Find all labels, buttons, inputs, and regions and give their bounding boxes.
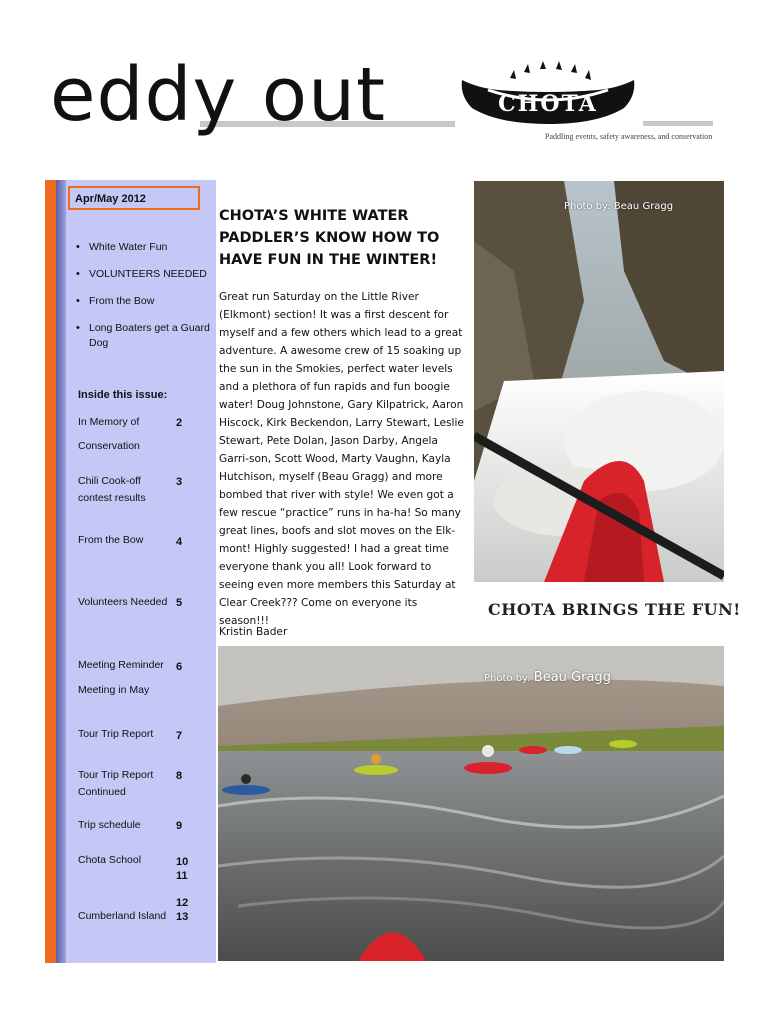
kayakers-river-photo [218, 646, 724, 961]
whitewater-rapids-photo [474, 181, 724, 582]
toc-item-label[interactable]: Tour Trip Report Continued [78, 769, 154, 798]
inside-this-issue-heading: Inside this issue: [78, 389, 168, 401]
toc-item-label[interactable]: Tour Trip Report [78, 728, 154, 740]
highlight-item: • White Water Fun [73, 240, 213, 255]
article-headline: CHOTA’S WHITE WATER PADDLER’S KNOW HOW TO HAVE FUN IN THE WINTER! [219, 208, 440, 268]
toc-item-page: 3 [176, 476, 183, 488]
toc-item-page: 12 13 [176, 897, 189, 923]
highlights-list [73, 240, 213, 363]
highlight-item: • VOLUNTEERS NEEDED [73, 267, 213, 282]
toc-item-label[interactable]: Trip schedule [78, 819, 141, 831]
toc-item-label[interactable]: Chota School [78, 854, 142, 866]
toc-item-label[interactable]: Chili Cook-off contest results [78, 475, 146, 504]
toc-item-page: 6 [176, 661, 183, 673]
toc-item-label[interactable]: Meeting Reminder [78, 659, 164, 671]
highlight-item: • From the Bow [73, 294, 213, 309]
sidebar-accent-bar [45, 180, 56, 963]
toc-item-label[interactable]: From the Bow [78, 534, 144, 546]
photo-credit [484, 670, 611, 685]
tagline: Paddling events, safety awareness, and conservation [545, 132, 713, 141]
toc-item-label[interactable]: Meeting in May [78, 684, 150, 696]
sidebar-shadow [56, 180, 66, 963]
toc-item-page: 9 [176, 820, 183, 832]
toc-item-page: 5 [176, 597, 183, 609]
photo-caption: CHOTA BRINGS THE FUN! [488, 600, 741, 619]
toc-item-label[interactable]: In Memory of [78, 416, 140, 428]
toc-item-page: 7 [176, 730, 183, 742]
chota-logo [458, 58, 638, 126]
toc-item-page: 8 [176, 770, 183, 782]
photo-credit-prefix: Photo by: [484, 673, 534, 684]
toc-item-page: 10 11 [176, 856, 189, 882]
newsletter-title: eddy out [50, 52, 386, 138]
toc-item-label[interactable]: Conservation [78, 440, 140, 452]
toc-item-page: 4 [176, 536, 183, 548]
toc-item-label[interactable]: Volunteers Needed [78, 596, 168, 608]
article-body: Great run Saturday on the Little River (Elkmont) section! It was a first descent for myself and a few others which lead to a great adventure. A awesome crew of 15 soaking up the sun in the Smokies, perfect water levels and a plethora of fun rapids and fun boogie water! Doug Johnstone, Gary Kilpatrick, Aaron Hiscock, Kirk Beckendon, Larry Stewart, Leslie Stewart, Pete Dolan, Jason Darby, Angela Garri-son, Scott Wood, Marty Vaughn, Kayla Hutchison, myself (Beau Gragg) and more bombed that river with style! We even got a few rescue “practice” runs in ha-ha! So many great lines, boofs and slot moves on the Elk-mont! Highly suggested! I had a great time everyone thank you all! Look forward to seeing even more members this Saturday at Clear Creek??? Come on everyone its season!!! [219, 291, 464, 627]
toc-item-page: 2 [176, 417, 183, 429]
toc-item-label[interactable]: Cumberland Island [78, 910, 167, 922]
logo-text: CHOTA [498, 91, 598, 117]
photo-credit-name: Beau Gragg [533, 670, 611, 685]
issue-date: Apr/May 2012 [68, 186, 200, 210]
photo-credit: Photo by: Beau Gragg [564, 201, 674, 212]
highlight-item: • Long Boaters get a Guard Dog [73, 321, 213, 351]
masthead-rule-right [643, 121, 713, 126]
article-author: Kristin Bader [219, 626, 288, 638]
